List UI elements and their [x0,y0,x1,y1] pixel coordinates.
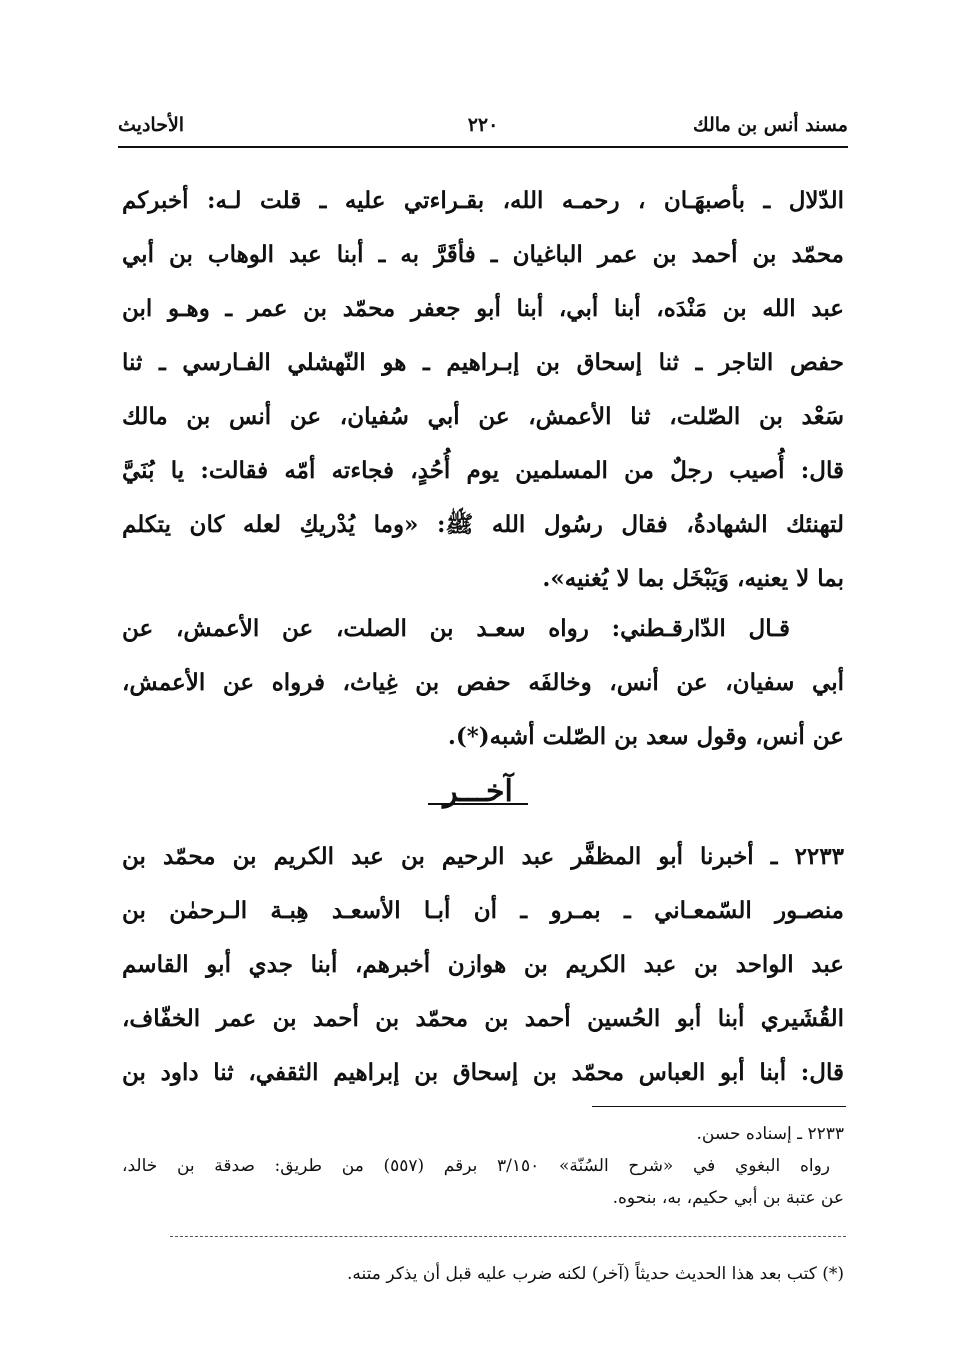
running-header [118,104,848,144]
text-line: الدّلال ـ بأصبهَـان ، رحمـه الله، بقـراءتي عليه ـ قلت لـه: أخبركم [122,187,844,214]
text-line: قال: أبنا أبو العباس محمّد بن إسحاق بن إبراهيم الثقفي، ثنا داود بن [122,1059,844,1086]
footnote-line: عن عتبة بن أبي حكيم، به، بنحوه. [612,1188,844,1208]
footnote-divider [592,1106,846,1107]
text-line: أبي سفيان، عن أنس، وخالفَه حفص بن غِياث، فرواه عن الأعمش، [122,669,844,696]
text-line: قال: أُصيب رجلٌ من المسلمين يوم أُحُدٍ، فجاءته أمّه فقالت: يا بُنَيَّ [122,457,844,484]
text-line: منصـور السّمعـاني ـ بمـرو ـ أن أبـا الأسعـد هِبـة الـرحمٰن بن [122,897,844,924]
header-divider [118,146,848,148]
text-line: القُشَيري أبنا أبو الحُسين أحمد بن محمّد بن أحمد بن عمر الخفّاف، [122,1005,844,1032]
hadith-2233-paragraph [122,830,844,1100]
footnote-line: ٢٢٣٣ ـ إسناده حسن. [696,1124,844,1144]
text-line: عبد الواحد بن عبد الكريم بن هوازن أخبرهم، أبنا جدي أبو القاسم [122,951,844,978]
book-title: مسند أنس بن مالك [693,114,848,136]
text-line: عن أنس، وقول سعد بن الصّلت أشبه(*). [447,723,844,750]
text-line: قـال الدّارقـطني: رواه سعـد بن الصلت، عن الأعمش، عن [122,615,790,642]
daraqutni-comment-paragraph [122,602,844,764]
hadith-continuation-paragraph [122,174,844,606]
text-line: عبد الله بن مَنْدَه، أبنا أبي، أبنا أبو جعفر محمّد بن عمر ـ وهـو ابن [122,295,844,322]
text-line: محمّد بن أحمد بن عمر الباغيان ـ فأقَرَّ به ـ أبنا عبد الوهاب بن أبي [122,241,844,268]
footnotes [122,1118,844,1214]
footnote-star: (*) كتب بعد هذا الحديث حديثاً (آخر) لكنه ضرب عليه قبل أن يذكر متنه. [347,1264,844,1284]
footnote-line: رواه البغوي في «شرح السُنّة» ٣/١٥٠ برقم (٥٥٧) من طريق: صدقة بن خالد، [122,1156,830,1176]
text-line: بما لا يعنيه، وَيَبْخَل بما لا يُغنيه». [542,565,844,592]
footnote-dotted-divider [170,1236,846,1237]
text-line: حفص التاجر ـ ثنا إسحاق بن إبـراهيم ـ هو النّهشلي الفـارسي ـ ثنا [122,349,844,376]
text-line: ٢٢٣٣ ـ أخبرنا أبو المظفَّر عبد الرحيم بن عبد الكريم بن محمّد بن [122,843,844,870]
text-line: لتهنئك الشهادةُ، فقال رسُول الله ﷺ: «وما يُدْريكِ لعله كان يتكلم [122,511,844,538]
text-line: سَعْد بن الصّلت، ثنا الأعمش، عن أبي سُفيان، عن أنس بن مالك [122,403,844,430]
section-heading [0,774,956,809]
page-number: ٢٢٠ [467,114,499,136]
section-title: الأحاديث [118,114,185,136]
section-heading-text: آخـــر [443,774,513,809]
